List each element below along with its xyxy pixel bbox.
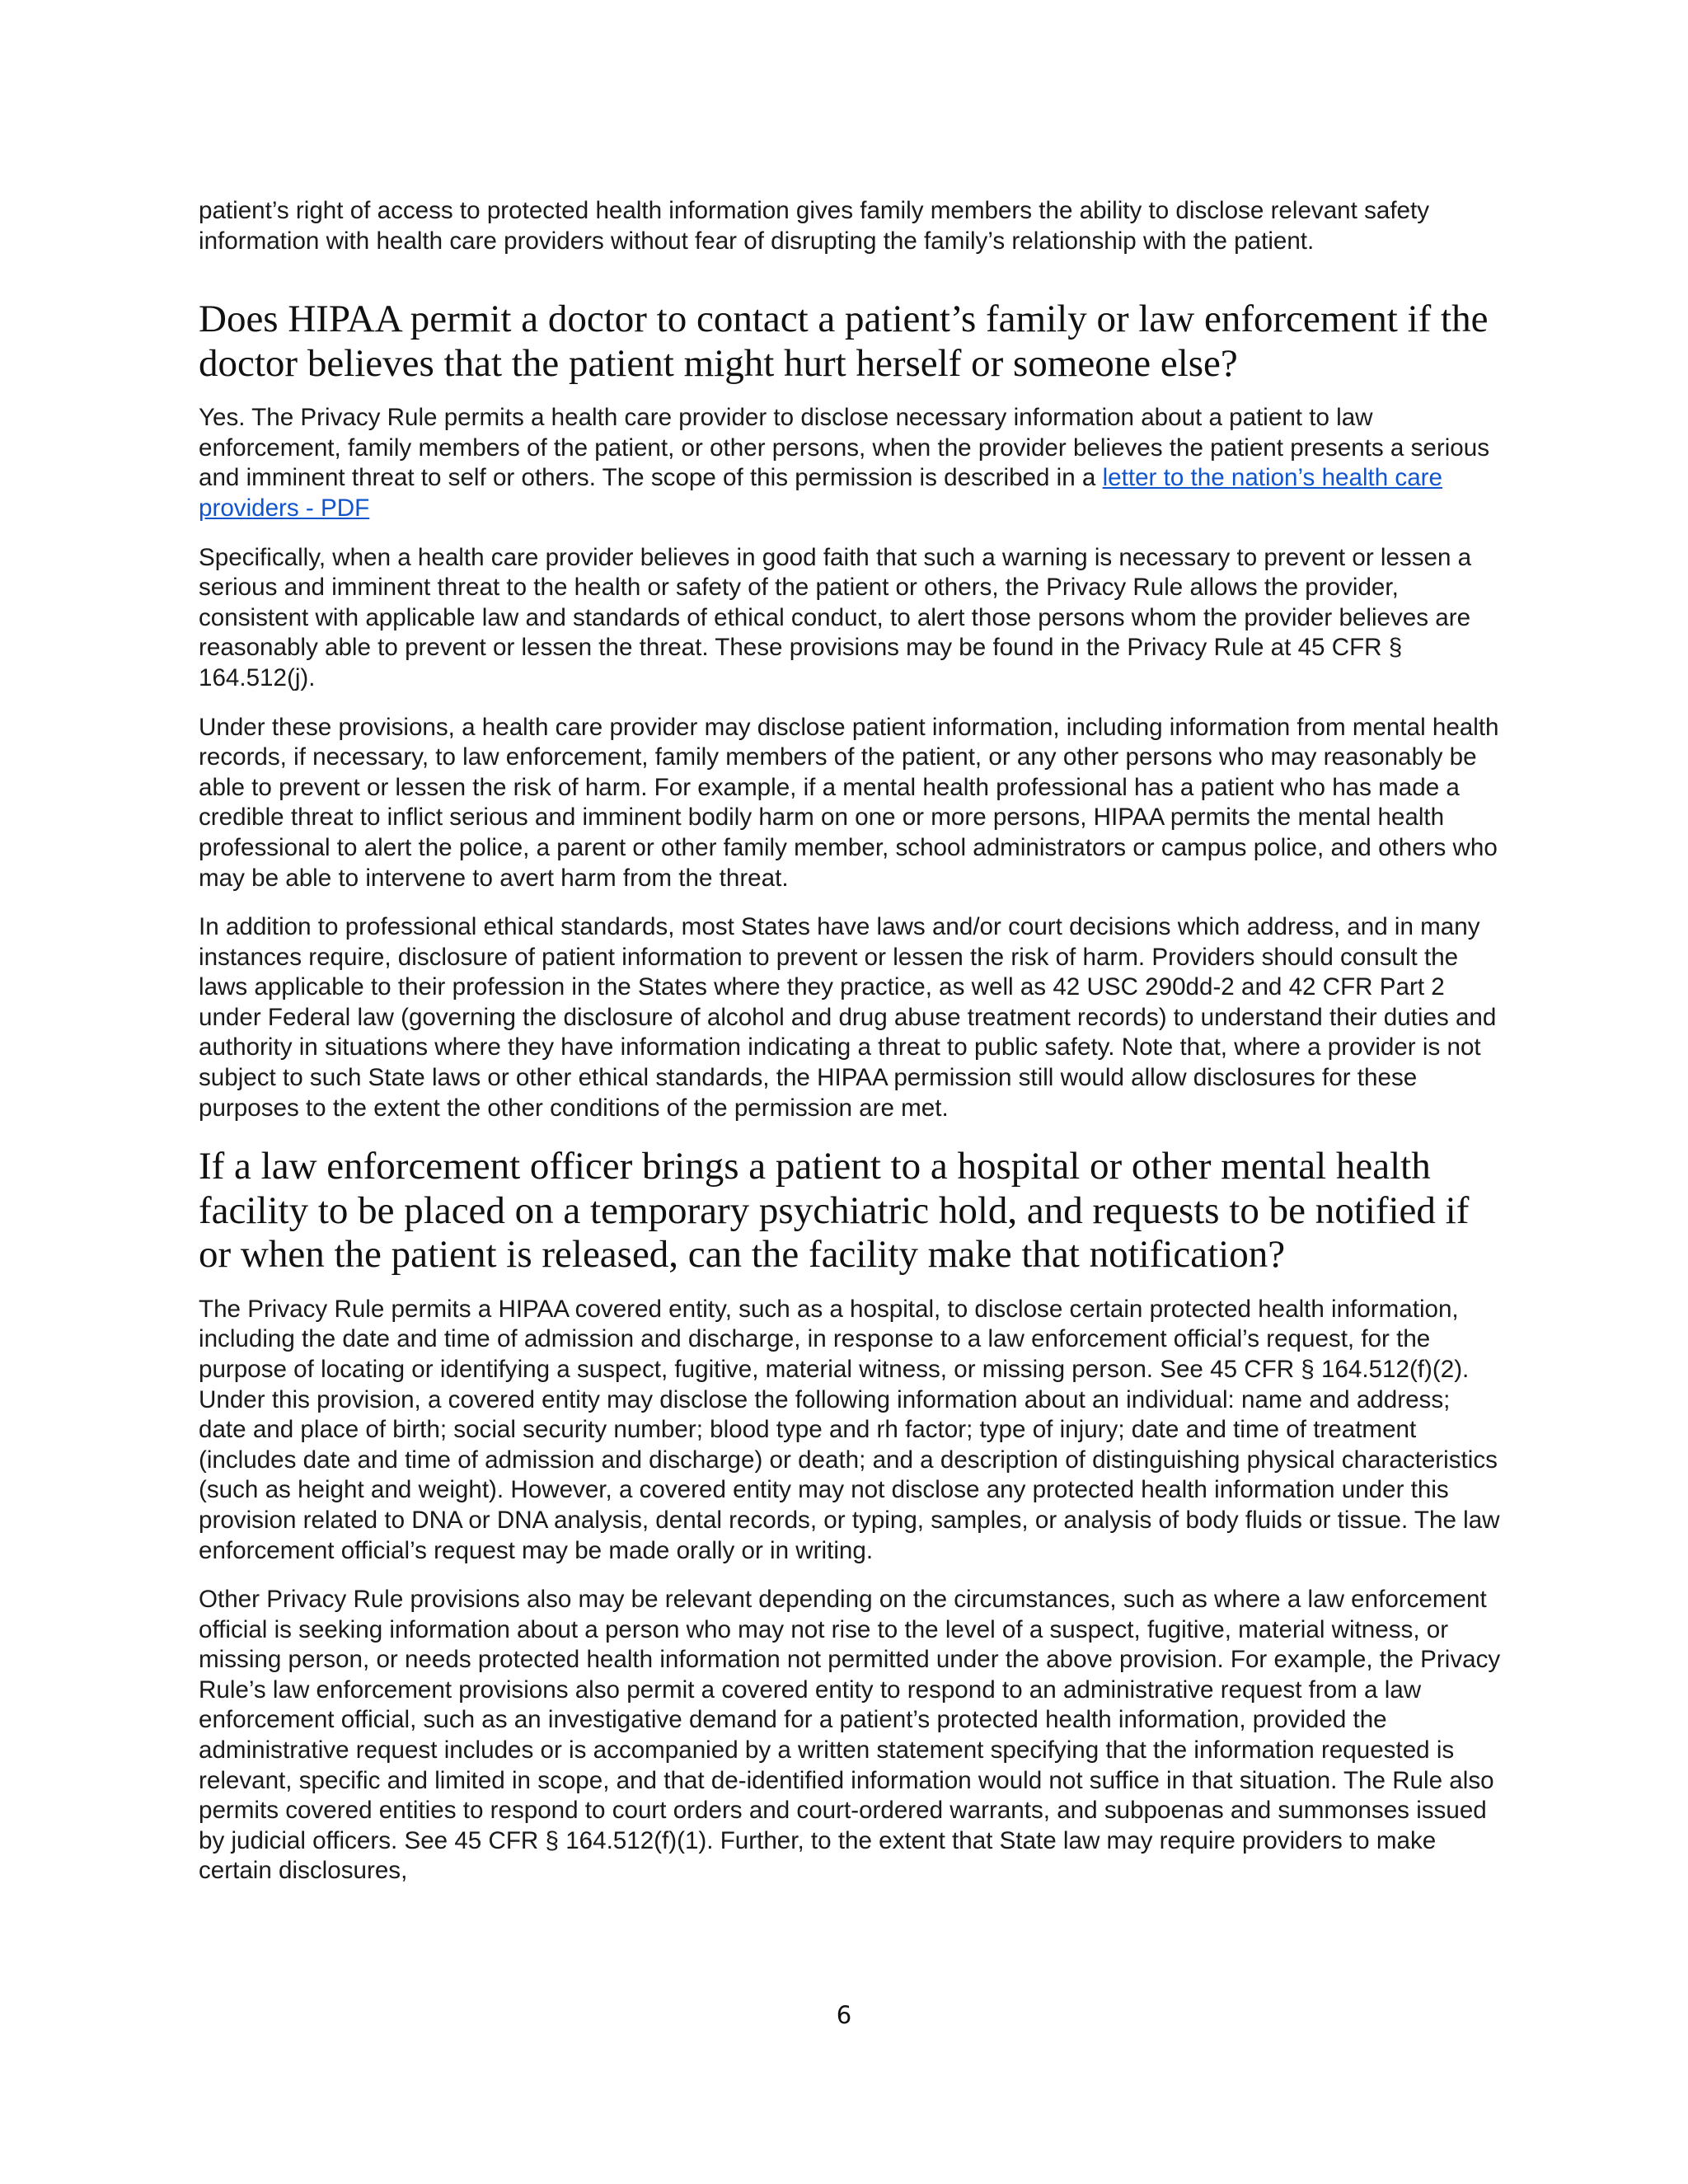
section1-heading: Does HIPAA permit a doctor to contact a patient’s family or law enforcement if the doctor believes that the patient might hurt herself or someone else? <box>199 298 1489 385</box>
page-number: 6 <box>836 2001 852 2029</box>
section1-paragraph-4: In addition to professional ethical standards, most States have laws and/or court decisions which address, and in many instances require, disclosure of patient information to prevent or lessen the risk of harm. Providers should consult the laws applicable to their profession in the States where they practice, as well as 42 USC 290dd-2 and 42 CFR Part 2 under Federal law (governing the disclosure of alcohol and drug abuse treatment records) to understand their duties and authority in situations where they have information indicating a threat to public safety. Note that, where a provider is not subject to such State laws or other ethical standards, the HIPAA permission still would allow disclosures for these purposes to the extent the other conditions of the permission are met. <box>199 913 1497 1122</box>
section1-paragraph-1 <box>199 403 1501 523</box>
section1-paragraph-2: Specifically, when a health care provider believes in good faith that such a warning is necessary to prevent or lessen a serious and imminent threat to the health or safety of the patient or others, the Privacy Rule allows the provider, consistent with applicable law and standards of ethical conduct, to alert those persons whom the provider believes are reasonably able to prevent or lessen the threat. These provisions may be found in the Privacy Rule at 45 CFR § 164.512(j). <box>199 543 1472 691</box>
page-content <box>199 196 1501 1905</box>
section2-heading: If a law enforcement officer brings a patient to a hospital or other mental health facility to be placed on a temporary psychiatric hold, and requests to be notified if or when the patient is released, can the facility make that notification? <box>199 1145 1470 1277</box>
section2-paragraph-2: Other Privacy Rule provisions also may be relevant depending on the circumstances, such as where a law enforcement official is seeking information about a person who may not rise to the level of a suspect, fugitive, material witness, or missing person, or needs protected health information not permitted under the above provision. For example, the Privacy Rule’s law enforcement provisions also permit a covered entity to respond to an administrative request from a law enforcement official, such as an investigative demand for a patient’s protected health information, provided the administrative request includes or is accompanied by a written statement specifying that the information requested is relevant, specific and limited in scope, and that de-identified information would not suffice in that situation. The Rule also permits covered entities to respond to court orders and court-ordered warrants, and subpoenas and summonses issued by judicial officers. See 45 CFR § 164.512(f)(1). Further, to the extent that State law may require providers to make certain disclosures, <box>199 1586 1501 1885</box>
letter-pdf-link[interactable]: letter to the nation’s health care providers - PDF <box>199 464 1442 522</box>
section1-paragraph-1-text: Yes. The Privacy Rule permits a health care provider to disclose necessary information about a patient to law enforcement, family members of the patient, or other persons, when the provider believes the patient presents a serious and imminent threat to self or others. The scope of this permission is described in a <box>199 404 1490 492</box>
section2-paragraph-1: The Privacy Rule permits a HIPAA covered entity, such as a hospital, to disclose certain protected health information, including the date and time of admission and discharge, in response to a law enforcement official’s request, for the purpose of locating or identifying a suspect, fugitive, material witness, or missing person. See 45 CFR § 164.512(f)(2). Under this provision, a covered entity may disclose the following information about an individual: name and address; date and place of birth; social security number; blood type and rh factor; type of injury; date and time of treatment (includes date and time of admission and discharge) or death; and a description of distinguishing physical characteristics (such as height and weight). However, a covered entity may not disclose any protected health information under this provision related to DNA or DNA analysis, dental records, or typing, samples, or analysis of body fluids or tissue. The law enforcement official’s request may be made orally or in writing. <box>199 1295 1500 1564</box>
section1-paragraph-3: Under these provisions, a health care provider may disclose patient information, including information from mental health records, if necessary, to law enforcement, family members of the patient, or any other persons who may reasonably be able to prevent or lessen the risk of harm. For example, if a mental health professional has a patient who has made a credible threat to inflict serious and imminent bodily harm on one or more persons, HIPAA permits the mental health professional to alert the police, a parent or other family member, school administrators or campus police, and others who may be able to intervene to avert harm from the threat. <box>199 713 1499 892</box>
intro-paragraph: patient’s right of access to protected health information gives family members the ability to disclose relevant safety information with health care providers without fear of disrupting the family’s relationship with the patient. <box>199 197 1430 255</box>
